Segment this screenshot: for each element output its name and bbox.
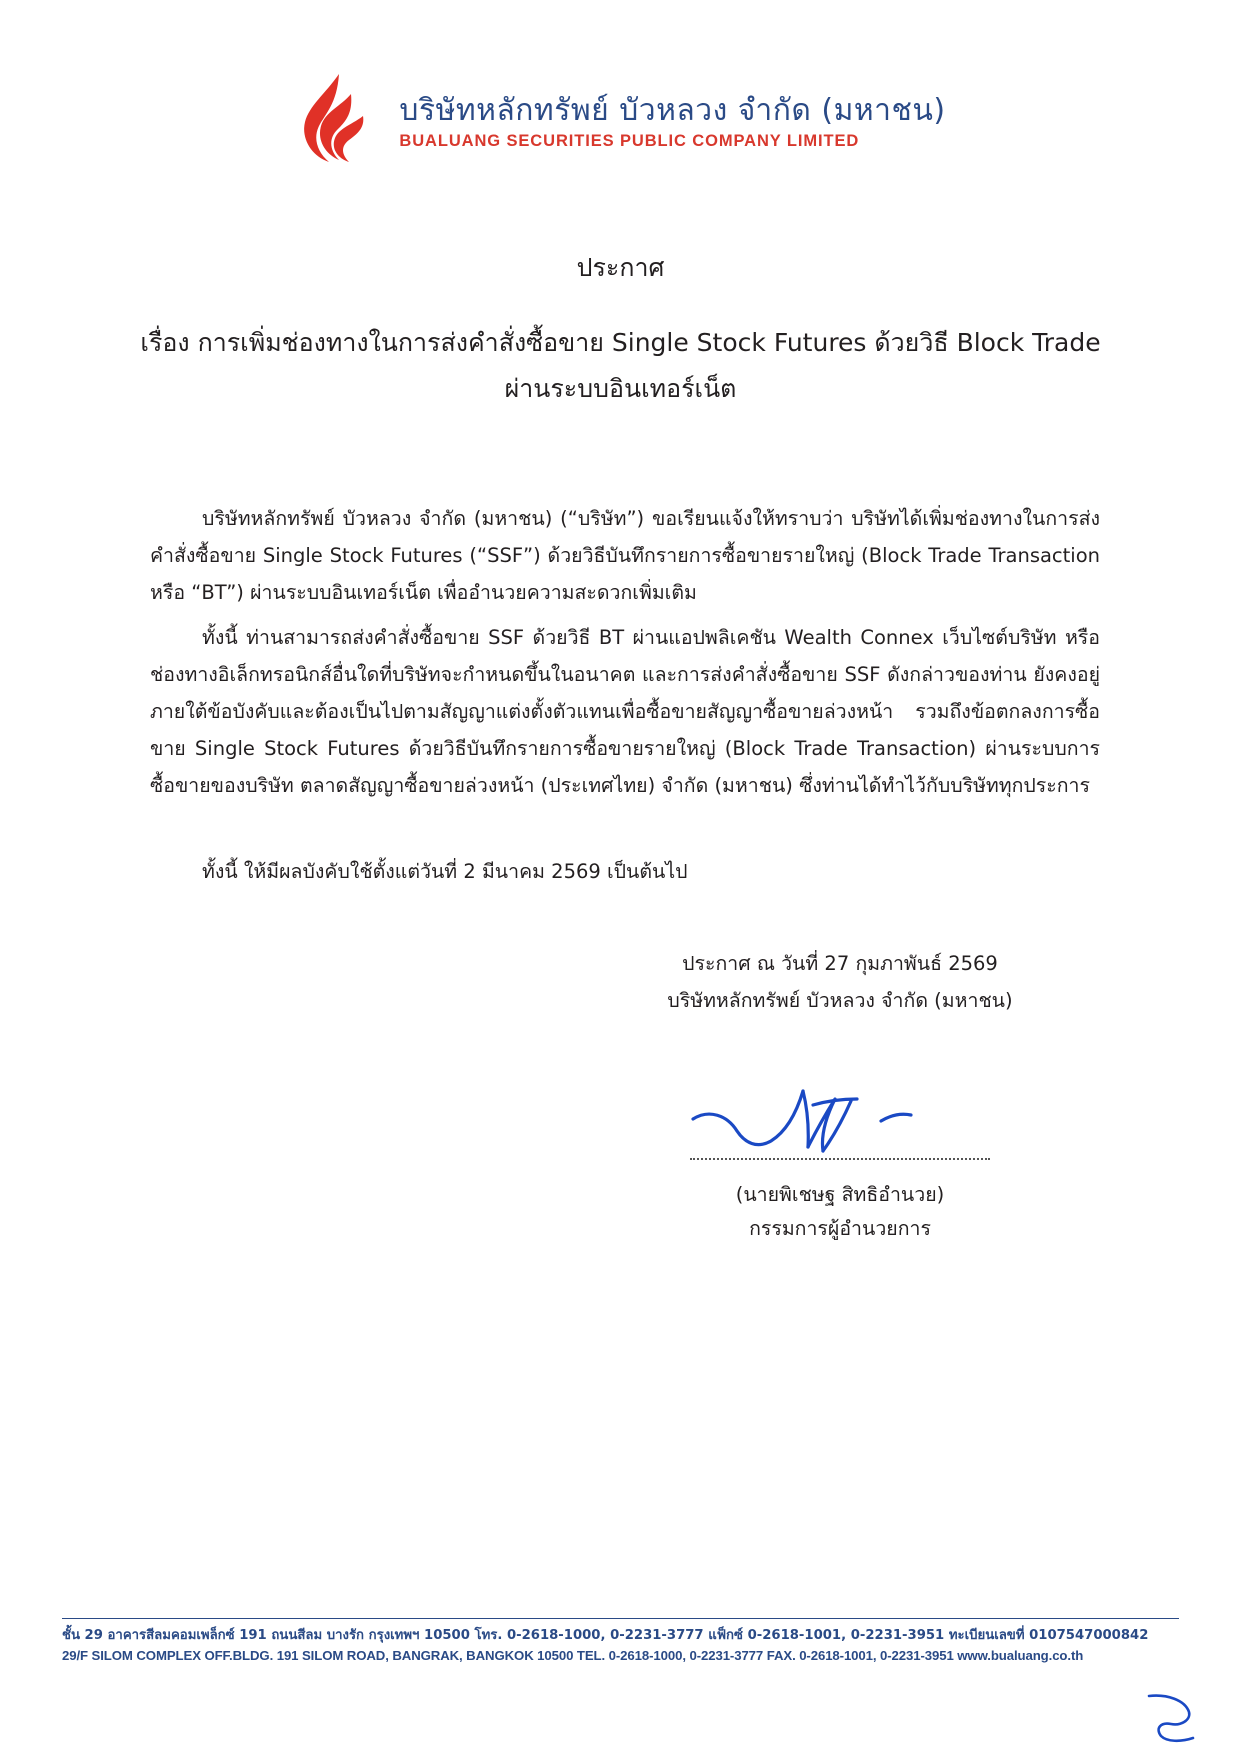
signoff-block xyxy=(560,945,1120,1019)
effective-date-text: ทั้งนี้ ให้มีผลบังคับใช้ตั้งแต่วันที่ 2 มีนาคม 2569 เป็นต้นไป xyxy=(202,860,688,883)
subject-title xyxy=(120,320,1121,413)
document-header xyxy=(0,72,1241,164)
signoff-company: บริษัทหลักทรัพย์ บัวหลวง จำกัด (มหาชน) xyxy=(667,989,1013,1012)
handwritten-signature-icon xyxy=(520,1075,1160,1165)
subject-title-line-2: ผ่านระบบอินเทอร์เน็ต xyxy=(504,374,737,404)
document-footer xyxy=(62,1626,1192,1666)
corner-ink-mark-icon xyxy=(1141,1686,1201,1746)
body-paragraph-2 xyxy=(150,619,1100,804)
logo-company-thai: บริษัทหลักทรัพย์ บัวหลวง จำกัด (มหาชน) xyxy=(399,93,946,129)
announcement-date: ประกาศ ณ วันที่ 27 กุมภาพันธ์ 2569 xyxy=(682,952,998,975)
body-paragraph-1-text: บริษัทหลักทรัพย์ บัวหลวง จำกัด (มหาชน) (“บริษัท”) ขอเรียนแจ้งให้ทราบว่า บริษัทได้เพิ่มช่องทางในการส่งคำสั่งซื้อขาย Single Stock Futures (“SSF”) ด้วยวิธีบันทึกรายการซื้อขายรายใหญ่ (Block Trade Transaction หรือ “BT”) ผ่านระบบอินเทอร์เน็ต เพื่ออำนวยความสะดวกเพิ่มเติม xyxy=(150,507,1100,604)
company-logo xyxy=(295,72,945,164)
document-body xyxy=(150,500,1100,812)
page-title: ประกาศ xyxy=(576,253,665,282)
effective-date-paragraph xyxy=(150,853,1100,890)
footer-divider xyxy=(62,1618,1179,1619)
signature-line xyxy=(690,1157,990,1160)
body-paragraph-1 xyxy=(150,500,1100,611)
footer-address-thai: ชั้น 29 อาคารสีลมคอมเพล็กซ์ 191 ถนนสีลม บางรัก กรุงเทพฯ 10500 โทร. 0-2618-1000, 0-2231-3777 แฟ็กซ์ 0-2618-1001, 0-2231-3951 ทะเบียนเลขที่ 0107547000842 xyxy=(62,1628,1149,1643)
footer-address-english: 29/F SILOM COMPLEX OFF.BLDG. 191 SILOM ROAD, BANGRAK, BANGKOK 10500 TEL. 0-2618-1000, 0-2231-3777 FAX. 0-2618-1001, 0-2231-3951 www.bualuang.co.th xyxy=(62,1648,1084,1663)
signer-role: กรรมการผู้อำนวยการ xyxy=(749,1217,931,1240)
signer-name: (นายพิเชษฐ สิทธิอำนวย) xyxy=(735,1183,945,1206)
subject-title-line-1: เรื่อง การเพิ่มช่องทางในการส่งคำสั่งซื้อขาย Single Stock Futures ด้วยวิธี Block Trade xyxy=(140,328,1101,357)
body-paragraph-2-text: ทั้งนี้ ท่านสามารถส่งคำสั่งซื้อขาย SSF ด้วยวิธี BT ผ่านแอปพลิเคชัน Wealth Connex เว็บไซต์บริษัท หรือช่องทางอิเล็กทรอนิกส์อื่นใดที่บริษัทจะกำหนดขึ้นในอนาคต และการส่งคำสั่งซื้อขาย SSF ดังกล่าวของท่าน ยังคงอยู่ภายใต้ข้อบังคับและต้องเป็นไปตามสัญญาแต่งตั้งตัวแทนเพื่อซื้อขายสัญญาซื้อขายล่วงหน้า รวมถึงข้อตกลงการซื้อขาย Single Stock Futures ด้วยวิธีบันทึกรายการซื้อขายรายใหญ่ (Block Trade Transaction) ผ่านระบบการซื้อขายของบริษัท ตลาดสัญญาซื้อขายล่วงหน้า (ประเทศไทย) จำกัด (มหาชน) ซึ่งท่านได้ทำไว้กับบริษัททุกประการ xyxy=(150,626,1100,797)
bualuang-flame-logo-icon xyxy=(295,72,381,164)
logo-wordmark xyxy=(399,84,945,151)
logo-company-english: BUALUANG SECURITIES PUBLIC COMPANY LIMITED xyxy=(399,131,860,150)
signature-block xyxy=(520,1075,1160,1246)
